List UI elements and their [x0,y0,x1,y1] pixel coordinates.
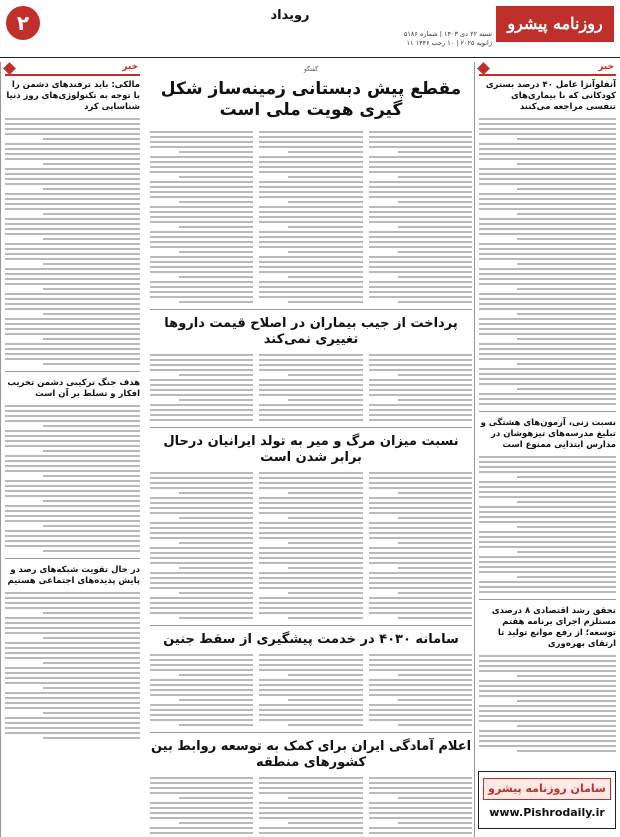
dateline [332,30,492,48]
story-headline: سامانه ۴۰۳۰ در خدمت پیشگیری از سقط جنین [163,632,459,647]
lead-body [150,131,472,303]
story-headline: پرداخت از جیب بیماران در اصلاح قیمت داروها تغییری نمی‌کند [164,316,458,347]
ad-url[interactable]: www.Pishrodaily.ir [489,806,605,819]
story-body [150,354,472,421]
brief-headline: نسبت زنی، آزمون‌های هشتگی و تبلیغ مدرسه‌های تیزهوشان در مدارس ابتدایی ممنوع است [480,418,616,450]
story-body [150,654,472,726]
story-body [150,777,472,837]
body-text [5,118,140,365]
lead-kicker: گفتگو [303,66,319,73]
diamond-icon [3,62,16,75]
ad-title: سامان روزنامه پیشرو [483,778,611,800]
body-text [479,118,616,405]
section-name: رویداد [270,8,310,23]
news-tag: خبر [5,62,140,76]
ad-box[interactable] [478,771,616,829]
diamond-icon [477,62,490,75]
masthead [0,0,620,58]
left-news-column [0,62,144,837]
brief-headline: تحقق رشد اقتصادی ۸ درصدی مستلزم اجرای برنامه هفتم توسعه؛ از رفع موانع تولید تا ارتقای بهره‌وری [491,606,616,649]
body-text [5,405,140,552]
body-text [5,592,140,739]
brief-headline: هدف جنگ ترکیبی دشمن تخریب افکار و تسلط بر آن است [7,378,140,399]
body-text [479,655,616,752]
dateline-line: شنبه ۲۲ دی ۱۴۰۳ | شماره ۵۱۸۶ [403,30,492,38]
story-headline: اعلام آمادگی ایران برای کمک به توسعه روابط بین کشورهای منطقه [150,739,472,770]
right-news-column [474,62,620,837]
body-text [479,456,616,593]
main-articles [150,62,472,837]
dateline-line: ۱۱ ژانویه ۲۰۲۵ | ۱۰ رجب ۱۴۴۶ [406,39,492,47]
story-body [150,472,472,619]
brief-headline: آنفلوآنزا عامل ۴۰ درصد بستری کودکانی که با بیماری‌های تنفسی مراجعه می‌کنند [485,80,616,112]
news-tag: خبر [479,62,616,76]
brief-headline: در حال تقویت شبکه‌های رصد و پایش پدیده‌های اجتماعی هستیم [7,565,140,586]
page-number: ۲ [6,6,40,40]
brief-headline: مالکی: باید ترفندهای دشمن را با توجه به تکنولوژی‌های روز دنیا شناسایی کرد [6,80,140,112]
brand-logo: روزنامه پیشرو [496,6,614,42]
lead-headline: مقطع پیش دبستانی زمینه‌ساز شکل گیری هویت ملی است [160,79,462,120]
story-headline: نسبت میزان مرگ و میر به تولد ایرانیان درحال برابر شدن است [163,434,459,465]
